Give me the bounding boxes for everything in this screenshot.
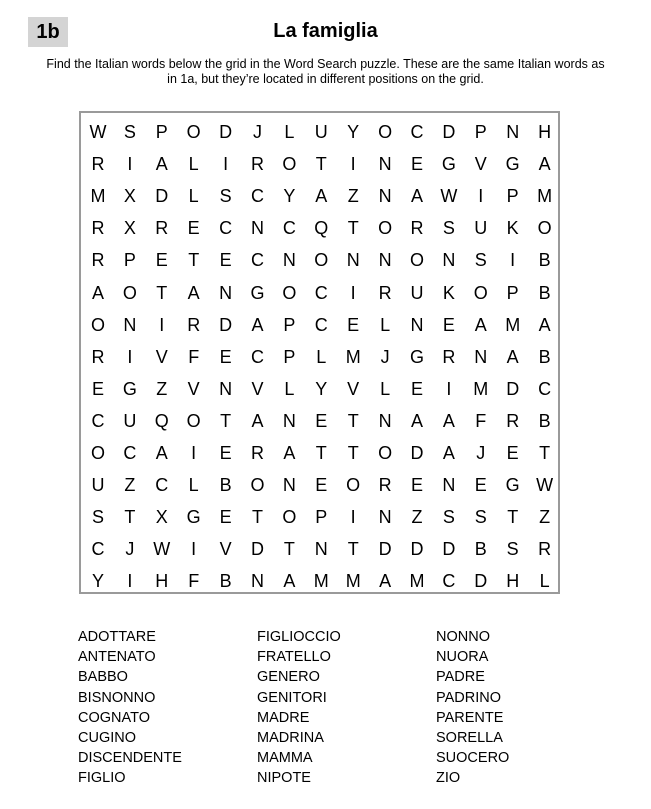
grid-letter: A xyxy=(442,410,455,431)
grid-letter: E xyxy=(155,250,168,271)
grid-letter: H xyxy=(155,571,169,592)
grid-letter: H xyxy=(506,571,520,592)
grid-letter: R xyxy=(251,443,264,463)
grid-letter: C xyxy=(282,218,296,239)
grid-letter: B xyxy=(538,346,551,367)
page-title: La famiglia xyxy=(273,20,378,42)
grid-letter: E xyxy=(347,314,360,335)
grid-letter: L xyxy=(380,378,391,399)
grid-letter: Z xyxy=(347,186,359,207)
grid-letter: O xyxy=(378,122,393,142)
grid-letter: O xyxy=(378,443,393,463)
grid-letter: J xyxy=(380,346,390,367)
grid-letter: L xyxy=(188,475,199,496)
grid-letter: N xyxy=(251,571,264,592)
grid-letter: A xyxy=(410,410,423,431)
grid-letter: R xyxy=(442,346,456,367)
word-list-item: PARENTE xyxy=(436,709,504,726)
grid-letter: I xyxy=(510,250,516,271)
grid-letter: T xyxy=(507,507,519,528)
word-list-item: MAMMA xyxy=(257,750,313,767)
grid-letter: W xyxy=(153,539,171,560)
word-list-item: ZIO xyxy=(436,770,461,787)
grid-letter: I xyxy=(127,346,133,367)
grid-letter: B xyxy=(538,282,551,303)
grid-letter: E xyxy=(474,475,487,496)
grid-letter: I xyxy=(127,154,133,175)
grid-letter: S xyxy=(474,250,487,271)
grid-letter: I xyxy=(159,314,165,335)
grid-letter: C xyxy=(251,186,264,207)
grid-letter: N xyxy=(410,314,424,335)
grid-letter: B xyxy=(219,571,232,592)
grid-letter: A xyxy=(442,443,455,463)
grid-letter: O xyxy=(186,410,201,431)
grid-letter: O xyxy=(122,282,137,303)
grid-letter: A xyxy=(538,314,551,335)
grid-letter: R xyxy=(378,475,392,496)
grid-letter: U xyxy=(410,282,424,303)
grid-letter: U xyxy=(91,475,105,496)
grid-letter: E xyxy=(506,443,519,463)
grid-letter: O xyxy=(314,250,329,271)
word-list-item: MADRINA xyxy=(257,730,324,747)
grid-letter: A xyxy=(410,186,423,207)
grid-letter: G xyxy=(505,475,520,496)
grid-letter: T xyxy=(347,218,359,239)
word-list-item: GENITORI xyxy=(257,689,327,706)
grid-letter: Y xyxy=(283,186,296,207)
word-list-item: DISCENDENTE xyxy=(78,750,182,767)
grid-letter: L xyxy=(539,571,550,592)
grid-letter: C xyxy=(251,346,264,367)
grid-letter: U xyxy=(123,410,137,431)
grid-letter: R xyxy=(506,410,520,431)
grid-letter: P xyxy=(283,314,296,335)
grid-letter: B xyxy=(474,539,487,560)
grid-letter: T xyxy=(539,443,551,463)
grid-letter: B xyxy=(538,250,551,271)
grid-letter: N xyxy=(219,282,233,303)
grid-letter: L xyxy=(284,378,295,399)
grid-letter: Y xyxy=(91,571,104,592)
grid-letter: D xyxy=(155,186,169,207)
grid-letter: Q xyxy=(314,218,329,239)
grid-letter: E xyxy=(219,507,232,528)
grid-letter: V xyxy=(474,154,487,175)
grid-letter: F xyxy=(475,410,487,431)
word-list-item: PADRINO xyxy=(436,689,501,706)
grid-letter: E xyxy=(410,475,423,496)
grid-letter: E xyxy=(219,346,232,367)
grid-letter: E xyxy=(410,154,423,175)
grid-letter: E xyxy=(219,250,232,271)
grid-letter: N xyxy=(378,410,392,431)
grid-letter: N xyxy=(123,314,137,335)
grid-letter: N xyxy=(378,154,392,175)
grid-letter: N xyxy=(219,378,233,399)
grid-letter: N xyxy=(282,410,296,431)
grid-letter: M xyxy=(345,571,361,592)
grid-letter: D xyxy=(474,571,488,592)
grid-letter: R xyxy=(91,346,105,367)
word-list-item: NIPOTE xyxy=(257,770,311,787)
grid-letter: N xyxy=(251,218,264,239)
grid-letter: C xyxy=(410,122,424,142)
grid-letter: L xyxy=(284,122,295,142)
grid-letter: C xyxy=(538,378,552,399)
grid-letter: A xyxy=(506,346,519,367)
grid-letter: I xyxy=(350,282,356,303)
grid-letter: T xyxy=(347,443,359,463)
grid-letter: C xyxy=(442,571,456,592)
word-list-item: CUGINO xyxy=(78,730,136,747)
grid-letter: I xyxy=(191,539,197,560)
word-search-grid xyxy=(79,111,560,594)
grid-letter: G xyxy=(441,154,456,175)
grid-letter: I xyxy=(478,186,484,207)
grid-letter: A xyxy=(155,154,168,175)
grid-letter: A xyxy=(155,443,168,463)
grid-letter: W xyxy=(440,186,458,207)
grid-letter: U xyxy=(474,218,488,239)
grid-letter: P xyxy=(506,282,519,303)
grid-letter: S xyxy=(123,122,136,142)
grid-letter: E xyxy=(315,475,328,496)
grid-letter: S xyxy=(91,507,104,528)
grid-letter: T xyxy=(315,443,327,463)
grid-letter: O xyxy=(90,443,105,463)
word-list-column-3 xyxy=(436,627,509,789)
grid-letter: I xyxy=(223,154,229,175)
grid-letter: N xyxy=(282,475,296,496)
grid-letter: S xyxy=(442,218,455,239)
grid-letter: G xyxy=(250,282,265,303)
grid-letter: B xyxy=(538,410,551,431)
grid-letter: A xyxy=(474,314,487,335)
grid-letter: F xyxy=(188,346,200,367)
grid-letter: C xyxy=(123,443,137,463)
grid-letter: F xyxy=(188,571,200,592)
grid-letter: M xyxy=(313,571,329,592)
grid-letter: C xyxy=(91,410,105,431)
word-list-item: ADOTTARE xyxy=(78,629,156,645)
grid-letter: M xyxy=(537,186,553,207)
grid-letter: A xyxy=(283,443,296,463)
grid-letter: B xyxy=(219,475,232,496)
grid-letter: Y xyxy=(347,122,360,142)
grid-letter: E xyxy=(219,443,232,463)
grid-letter: Z xyxy=(156,378,168,399)
grid-letter: K xyxy=(506,218,519,239)
grid-letter: X xyxy=(123,218,136,239)
grid-letter: A xyxy=(283,571,296,592)
grid-letter: R xyxy=(91,154,105,175)
grid-letter: L xyxy=(380,314,391,335)
grid-letter: O xyxy=(537,218,552,239)
grid-letter: A xyxy=(538,154,551,175)
grid-letter: P xyxy=(283,346,296,367)
grid-letter: A xyxy=(91,282,104,303)
grid-letter: P xyxy=(155,122,168,142)
grid-letter: C xyxy=(251,250,264,271)
grid-letter: T xyxy=(188,250,200,271)
grid-letter: O xyxy=(409,250,424,271)
grid-letter: J xyxy=(125,539,135,560)
grid-letter: C xyxy=(155,475,169,496)
grid-letter: R xyxy=(91,218,105,239)
grid-letter: V xyxy=(219,539,232,560)
word-list-item: GENERO xyxy=(257,669,320,686)
grid-letter: L xyxy=(316,346,327,367)
grid-letter: O xyxy=(378,218,393,239)
grid-letter: S xyxy=(442,507,455,528)
grid-letter: D xyxy=(506,378,520,399)
grid-letter: T xyxy=(283,539,295,560)
grid-letter: E xyxy=(315,410,328,431)
grid-letter: J xyxy=(253,122,262,142)
grid-letter: G xyxy=(122,378,137,399)
word-list-item: FIGLIOCCIO xyxy=(257,629,341,645)
grid-letter: M xyxy=(90,186,106,207)
grid-letter: P xyxy=(123,250,136,271)
grid-letter: L xyxy=(188,186,199,207)
grid-letter: T xyxy=(124,507,136,528)
word-list-item: PADRE xyxy=(436,669,485,686)
grid-letter: Y xyxy=(315,378,328,399)
grid-letter: I xyxy=(191,443,197,463)
grid-letter: N xyxy=(378,186,392,207)
grid-letter: O xyxy=(250,475,265,496)
grid-letter: N xyxy=(442,475,456,496)
instructions-text: Find the Italian words below the grid in the Word Search puzzle. These are the same Italian words as in 1a, but they’re located in different positions on the grid. xyxy=(46,57,605,86)
grid-letter: V xyxy=(187,378,200,399)
grid-letter: E xyxy=(187,218,200,239)
grid-letter: T xyxy=(347,539,359,560)
grid-letter: M xyxy=(505,314,521,335)
grid-letter: G xyxy=(409,346,424,367)
grid-letter: O xyxy=(186,122,201,142)
grid-letter: E xyxy=(442,314,455,335)
grid-letter: A xyxy=(379,571,392,592)
word-list-column-1 xyxy=(78,627,182,789)
grid-letter: V xyxy=(155,346,168,367)
grid-letter: C xyxy=(219,218,233,239)
grid-letter: Q xyxy=(154,410,169,431)
grid-letter: P xyxy=(474,122,487,142)
grid-letter: Z xyxy=(539,507,551,528)
grid-letter: D xyxy=(251,539,264,560)
grid-letter: N xyxy=(378,507,392,528)
grid-letter: Z xyxy=(124,475,136,496)
grid-letter: U xyxy=(314,122,328,142)
grid-letter: Z xyxy=(411,507,423,528)
grid-letter: D xyxy=(219,122,233,142)
word-list-item: NUORA xyxy=(436,649,489,666)
grid-letter: G xyxy=(505,154,520,175)
grid-letter: G xyxy=(186,507,201,528)
grid-letter: A xyxy=(315,186,328,207)
grid-letter: C xyxy=(314,282,328,303)
word-list-item: BABBO xyxy=(78,669,128,686)
grid-letter: O xyxy=(90,314,105,335)
grid-letter: N xyxy=(282,250,296,271)
grid-letter: I xyxy=(446,378,452,399)
grid-letter: I xyxy=(350,154,356,175)
grid-letter: S xyxy=(474,507,487,528)
word-list-item: FIGLIO xyxy=(78,770,126,787)
grid-letter: D xyxy=(219,314,233,335)
grid-letter: S xyxy=(219,186,232,207)
grid-letter: N xyxy=(442,250,456,271)
grid-letter: V xyxy=(347,378,360,399)
grid-letter: P xyxy=(506,186,519,207)
grid-letter: R xyxy=(410,218,424,239)
grid-letter: R xyxy=(251,154,264,175)
grid-letter: S xyxy=(506,539,519,560)
grid-letter: P xyxy=(315,507,328,528)
grid-letter: L xyxy=(188,154,199,175)
grid-letter: J xyxy=(476,443,486,463)
word-list-item: SUOCERO xyxy=(436,750,510,767)
grid-letter: V xyxy=(251,378,264,399)
grid-letter: M xyxy=(473,378,489,399)
grid-letter: T xyxy=(315,154,327,175)
grid-letter: O xyxy=(282,154,297,175)
grid-letter: D xyxy=(410,539,424,560)
grid-letter: E xyxy=(410,378,423,399)
grid-letter: D xyxy=(442,122,456,142)
grid-letter: D xyxy=(410,443,424,463)
grid-letter: W xyxy=(89,122,107,142)
grid-letter: M xyxy=(409,571,425,592)
grid-letter: H xyxy=(538,122,552,142)
grid-letter: N xyxy=(346,250,360,271)
grid-letter: W xyxy=(536,475,554,496)
grid-letter: I xyxy=(127,571,133,592)
grid-letter: T xyxy=(252,507,263,528)
grid-letter: A xyxy=(251,314,264,335)
grid-letter: T xyxy=(156,282,168,303)
word-list-item: BISNONNO xyxy=(78,689,156,706)
grid-letter: R xyxy=(187,314,201,335)
grid-letter: R xyxy=(91,250,105,271)
grid-letter: N xyxy=(506,122,520,142)
grid-letter: T xyxy=(220,410,232,431)
grid-letter: O xyxy=(473,282,488,303)
grid-letter: C xyxy=(314,314,328,335)
grid-letter: A xyxy=(251,410,264,431)
grid-letter: M xyxy=(345,346,361,367)
grid-letter: O xyxy=(282,507,297,528)
grid-letter: A xyxy=(187,282,200,303)
word-list-item: SORELLA xyxy=(436,730,503,747)
word-list-item: MADRE xyxy=(257,709,310,726)
grid-letter: N xyxy=(314,539,328,560)
exercise-number-badge: 1b xyxy=(28,17,68,47)
grid-letter: N xyxy=(474,346,488,367)
grid-letter: E xyxy=(91,378,104,399)
word-list-column-2 xyxy=(257,627,341,789)
grid-letter: I xyxy=(350,507,356,528)
grid-letter: X xyxy=(123,186,136,207)
grid-letter: X xyxy=(155,507,168,528)
grid-letter: R xyxy=(538,539,552,560)
grid-letter: D xyxy=(442,539,456,560)
grid-letter: N xyxy=(378,250,392,271)
word-list-item: FRATELLO xyxy=(257,649,331,666)
word-list-item: COGNATO xyxy=(78,709,150,726)
grid-letter: O xyxy=(346,475,361,496)
word-list-item: ANTENATO xyxy=(78,649,156,666)
grid-letter: R xyxy=(378,282,392,303)
grid-letter: C xyxy=(91,539,105,560)
grid-letter: T xyxy=(347,410,359,431)
word-list-item: NONNO xyxy=(436,629,490,645)
grid-letter: K xyxy=(442,282,455,303)
grid-letter: R xyxy=(155,218,169,239)
grid-letter: O xyxy=(282,282,297,303)
grid-letter: D xyxy=(378,539,392,560)
